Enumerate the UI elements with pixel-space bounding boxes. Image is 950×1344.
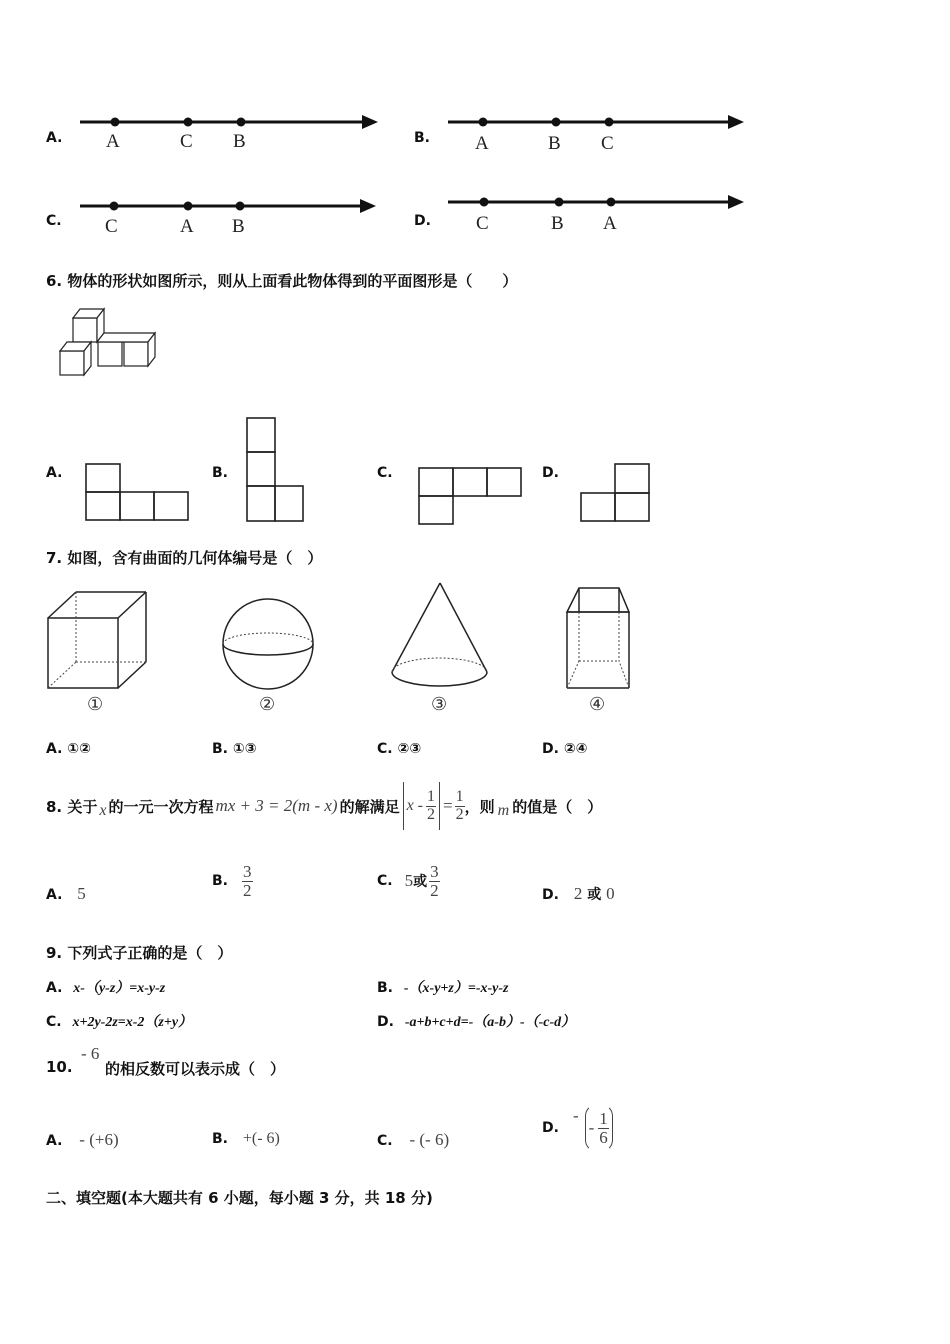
q7-option-d[interactable]: [542, 741, 588, 757]
q8-option-d[interactable]: [542, 884, 615, 904]
var-m: m: [497, 802, 510, 819]
top-view-figure: [416, 465, 526, 527]
option-label: A.: [46, 887, 63, 903]
option-value: +(- 6): [242, 1130, 280, 1147]
frac-den: 2: [427, 805, 436, 823]
option-label: B.: [212, 1131, 228, 1147]
option-label: C.: [377, 873, 393, 889]
q7-option-a[interactable]: [46, 741, 91, 757]
frac-den: 2: [243, 880, 252, 900]
point-label: A: [475, 133, 489, 154]
abs-value-expr: [403, 782, 440, 830]
option-label: B.: [212, 741, 228, 757]
frac-num: 3: [243, 861, 252, 881]
frac-den: 2: [455, 805, 464, 823]
equals-sign: =: [443, 796, 453, 815]
frac-den: 6: [599, 1127, 608, 1147]
q10-stem: 的相反数可以表示成（ ）: [105, 1060, 286, 1078]
number-line: [444, 110, 754, 140]
paren-expr: [585, 1104, 613, 1152]
q10-option-a[interactable]: [46, 1130, 119, 1150]
q6-solid-figure: [56, 304, 166, 379]
option-value: ②③: [397, 741, 422, 757]
option-label: B.: [414, 130, 430, 146]
q10-option-d[interactable]: [542, 1102, 613, 1154]
option-value: -a+b+c+d=-（a-b）-（-c-d）: [404, 1015, 576, 1030]
point-label: A: [603, 213, 617, 234]
number-line: [444, 190, 754, 220]
option-value: ①③: [232, 741, 257, 757]
figure-label: ①: [87, 694, 104, 715]
figure-label: ③: [431, 694, 448, 715]
option-value: x+2y-2z=x-2（z+y）: [72, 1015, 193, 1030]
option-value: -（x-y+z）=-x-y-z: [403, 981, 509, 996]
option-label: D.: [542, 1120, 559, 1136]
option-label: B.: [212, 465, 228, 481]
q9-text: 9. 下列式子正确的是（ ）: [46, 944, 233, 962]
point-label: C: [601, 133, 614, 154]
option-value: 5: [404, 871, 414, 890]
q8-text: [46, 776, 602, 836]
option-label: A.: [46, 1133, 63, 1149]
var-x: x: [99, 802, 107, 819]
option-label: A.: [46, 741, 63, 757]
option-label: B.: [212, 873, 228, 889]
point-label: B: [232, 216, 245, 237]
q10-option-b[interactable]: [212, 1130, 280, 1148]
q9-option-c[interactable]: [46, 1011, 192, 1031]
option-value: 5: [77, 884, 86, 903]
option-value: 2: [573, 884, 583, 903]
prism-figure: [562, 585, 638, 691]
option-label: A.: [46, 980, 63, 996]
sphere-figure: [220, 596, 320, 692]
point-label: C: [105, 216, 118, 237]
q8-mid1: 的一元一次方程: [108, 797, 214, 816]
q8-suffix: 的值是（ ）: [512, 797, 603, 816]
minus-sign: -: [588, 1118, 595, 1137]
q9-option-a[interactable]: [46, 977, 165, 997]
q7-text: 7. 如图，含有曲面的几何体编号是（ ）: [46, 549, 323, 567]
option-label: B.: [377, 980, 393, 996]
option-value: - (+6): [79, 1130, 119, 1149]
option-label: C.: [377, 465, 393, 481]
option-label: A.: [46, 465, 63, 481]
option-label: D.: [542, 741, 559, 757]
point-label: A: [106, 131, 120, 152]
q10-number: 10.: [46, 1058, 73, 1076]
q7-option-c[interactable]: [377, 741, 421, 757]
or-text: 或: [587, 887, 602, 903]
frac-den: 2: [430, 880, 439, 900]
abs-left: x -: [406, 797, 424, 814]
q8-option-a[interactable]: [46, 884, 86, 904]
option-label: C.: [377, 741, 393, 757]
q7-option-b[interactable]: [212, 741, 257, 757]
option-value: - (- 6): [409, 1130, 450, 1149]
q6-text: 6. 物体的形状如图所示，则从上面看此物体得到的平面图形是（ ）: [46, 272, 518, 290]
option-value: ①②: [67, 741, 92, 757]
point-label: C: [180, 131, 193, 152]
q9-option-d[interactable]: [377, 1011, 575, 1031]
q10-option-c[interactable]: [377, 1130, 449, 1150]
q8-mid2: 的解满足: [339, 797, 400, 816]
q8-prefix: 8. 关于: [46, 797, 98, 816]
option-label: C.: [377, 1133, 393, 1149]
option-label: C.: [46, 1014, 62, 1030]
option-label: D.: [377, 1014, 394, 1030]
frac-num: 3: [430, 861, 439, 881]
point-label: B: [551, 213, 564, 234]
figure-label: ②: [259, 694, 276, 715]
option-label: D.: [542, 465, 559, 481]
point-label: B: [233, 131, 246, 152]
q8-option-c[interactable]: [377, 857, 440, 905]
cone-figure: [388, 580, 494, 690]
top-view-figure: [84, 462, 192, 524]
option-label: D.: [542, 887, 559, 903]
option-value: 0: [606, 884, 615, 903]
top-view-figure: [245, 415, 307, 525]
q8-option-b[interactable]: [212, 857, 253, 905]
top-view-figure: [578, 462, 654, 524]
frac-num: 1: [455, 787, 464, 805]
frac-num: 1: [427, 787, 436, 805]
q9-option-b[interactable]: [377, 977, 508, 997]
q10-value: - 6: [81, 1044, 100, 1063]
frac-num: 1: [599, 1108, 608, 1128]
option-value: x-（y-z）=x-y-z: [73, 981, 166, 996]
or-text: 或: [413, 874, 428, 890]
option-label: C.: [46, 213, 62, 229]
figure-label: ④: [589, 694, 606, 715]
point-label: C: [476, 213, 489, 234]
point-label: B: [548, 133, 561, 154]
option-value: ②④: [563, 741, 588, 757]
q8-mid3: ，则: [464, 797, 495, 816]
point-label: A: [180, 216, 194, 237]
option-label: A.: [46, 130, 63, 146]
option-label: D.: [414, 213, 431, 229]
cube-figure: [44, 588, 154, 694]
minus-sign: -: [572, 1106, 579, 1125]
section-title: 二、填空题(本大题共有 6 小题，每小题 3 分，共 18 分): [46, 1189, 433, 1207]
number-line: [76, 110, 386, 140]
q8-equation: mx + 3 = 2(m - x): [215, 796, 338, 815]
number-line: [76, 194, 386, 224]
